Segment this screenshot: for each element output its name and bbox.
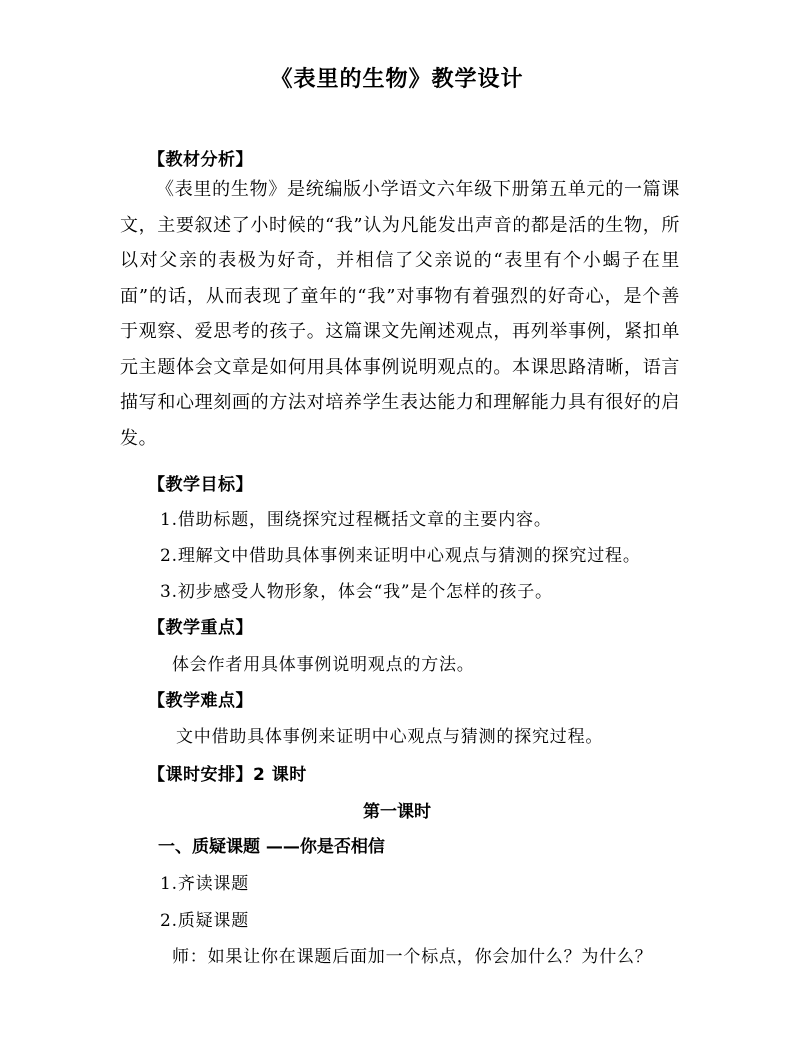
analysis-paragraph: 《表里的生物》是统编版小学语文六年级下册第五单元的一篇课文，主要叙述了小时候的“我”认为凡能发出声音的都是活的生物，所以对父亲的表极为好奇，并相信了父亲说的“表里有个小蝎子在里面”的话，从而表现了童年的“我”对事物有着强烈的好奇心，是个善于观察、爱思考的孩子。这篇课文先阐述观点，再列举事例，紧扣单元主题体会文章是如何用具体事例说明观点的。本课思路清晰，语言描写和心理刻画的方法对培养学生表达能力和理解能力具有很好的启发。 — [120, 179, 681, 449]
difficulties-heading: 【教学难点】 — [148, 691, 253, 711]
step-item-2: 2.质疑课题 — [160, 911, 250, 931]
teacher-question: 师：如果让你在课题后面加一个标点，你会加什么？为什么？ — [172, 947, 653, 967]
analysis-heading: 【教材分析】 — [148, 150, 253, 170]
objective-item-3: 3.初步感受人物形象，体会“我”是个怎样的孩子。 — [160, 582, 553, 602]
objective-item-2: 2.理解文中借助具体事例来证明中心观点与猜测的探究过程。 — [160, 546, 641, 566]
first-lesson-title: 第一课时 — [363, 802, 431, 822]
step-item-1: 1.齐读课题 — [160, 874, 250, 894]
difficulties-text: 文中借助具体事例来证明中心观点与猜测的探究过程。 — [176, 727, 604, 747]
objective-item-1: 1.借助标题，围绕探究过程概括文章的主要内容。 — [160, 510, 552, 530]
schedule-heading: 【课时安排】2 课时 — [148, 765, 307, 785]
key-points-text: 体会作者用具体事例说明观点的方法。 — [172, 655, 475, 675]
key-points-heading: 【教学重点】 — [148, 618, 253, 638]
document-title: 《表里的生物》教学设计 — [270, 67, 524, 92]
section-question-title: 一、质疑课题 ——你是否相信 — [158, 837, 385, 857]
objectives-heading: 【教学目标】 — [148, 475, 253, 495]
